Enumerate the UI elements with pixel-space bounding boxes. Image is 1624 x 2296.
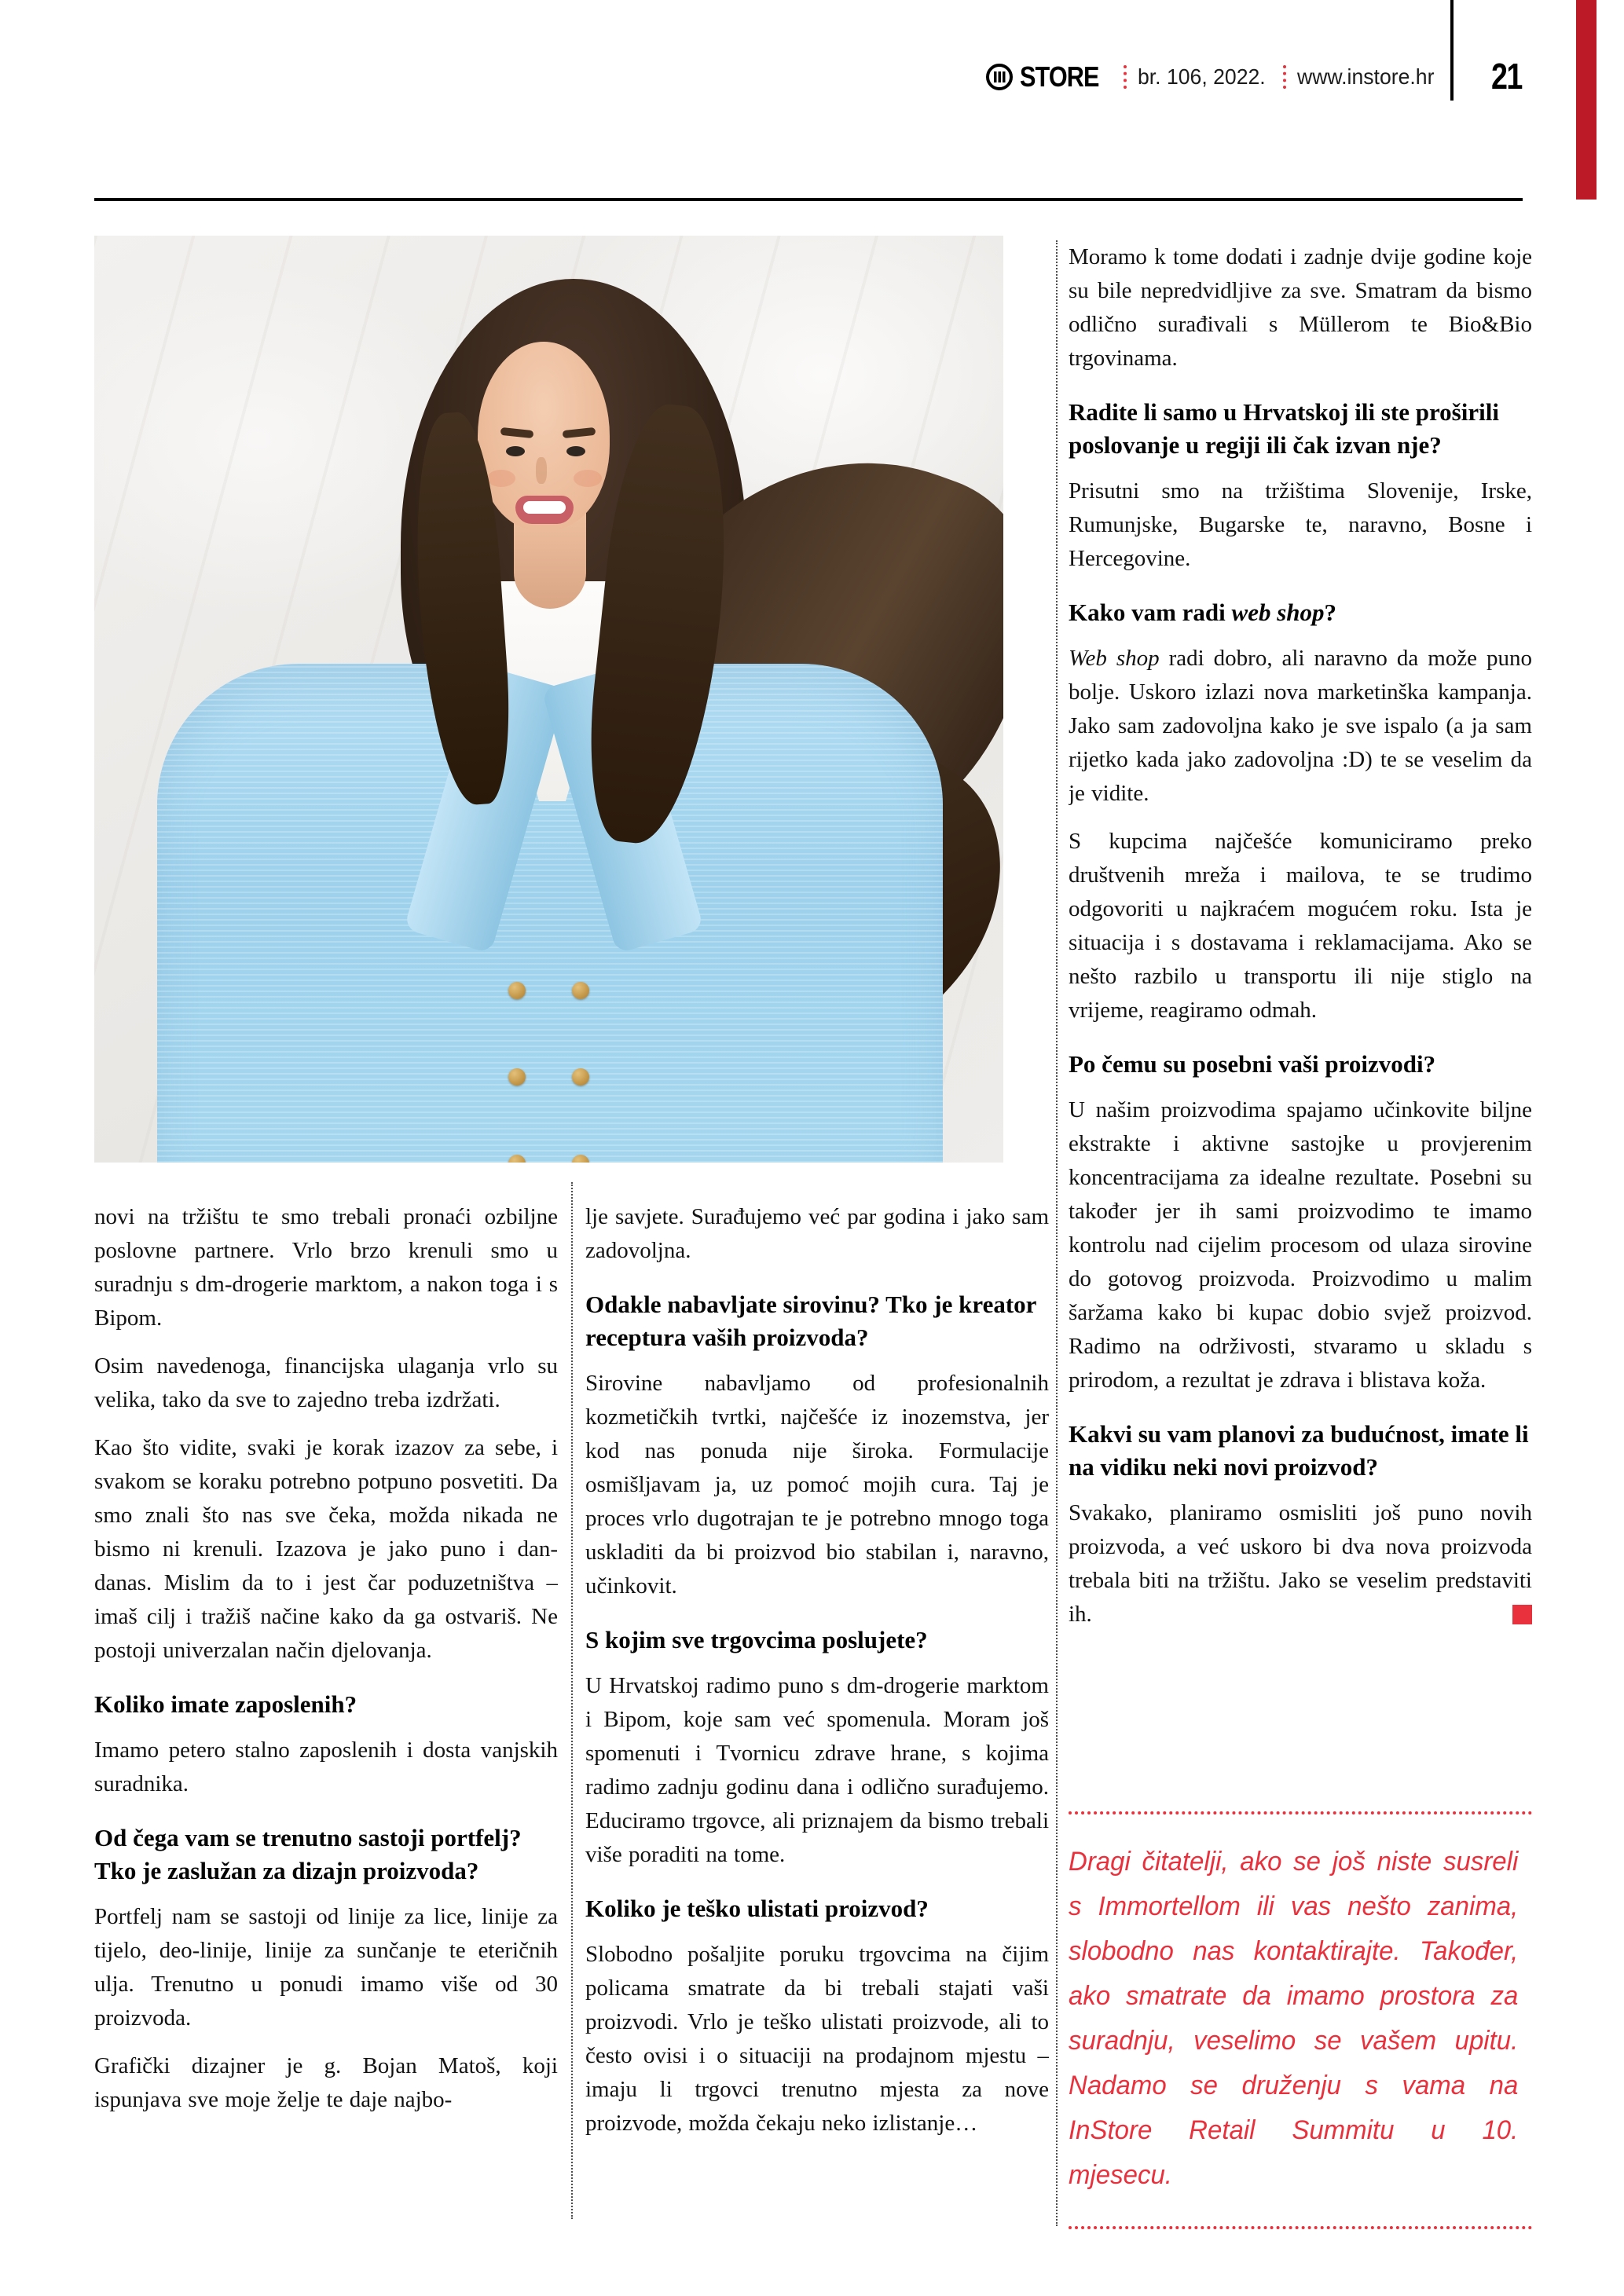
section-heading: [1069, 1418, 1532, 1484]
teeth-shape: [523, 501, 566, 514]
text-run: Koliko je teško ulistati proizvod?: [585, 1895, 929, 1922]
masthead-issue: br. 106, 2022.: [1138, 64, 1266, 89]
article-column-right: [1069, 240, 1532, 1805]
text-run: novi na tržištu te smo trebali pronaći ozbiljne poslovne partnere. Vrlo brzo krenuli smo u suradnju s dm-drogerie marktom, a nakon toga i s Bipom.: [94, 1204, 558, 1331]
article-paragraph: [1069, 825, 1532, 1027]
article-paragraph: [94, 1900, 558, 2035]
column-separator-dotted: [571, 1182, 573, 2219]
text-run: Grafički dizajner je g. Bojan Matoš, koji ispunjava sve moje želje te daje najbo-: [94, 2053, 558, 2112]
text-run: Prisutni smo na tržištima Slovenije, Irske, Rumunjske, Bugarske te, naravno, Bosne i Hercegovine.: [1069, 478, 1532, 571]
article-paragraph: [1069, 1496, 1532, 1631]
text-run: U Hrvatskoj radimo puno s dm-drogerie marktom i Bipom, koje sam već spomenula. Moram još spomenuti i Tvornicu zdrave hrane, s kojima radimo zadnju godinu dana i odlično surađujemo. Educiramo trgovce, ali priznajem da bismo trebali više poraditi na tome.: [585, 1673, 1049, 1867]
text-run: Portfelj nam se sastoji od linije za lice, linije za tijelo, deo-linije, linije za sunčanje te eteričnih ulja. Trenutno u ponudi imamo više od 30 proizvoda.: [94, 1904, 558, 2031]
masthead-logo-text: STORE: [1019, 60, 1099, 93]
section-heading: [94, 1822, 558, 1888]
text-run: U našim proizvodima spajamo učinkovite biljne ekstrakte i aktivne sastojke u provjerenim koncentracijama za idealne rezultate. Posebni su također jer ih sami proizvodimo te imamo kontrolu nad cijelim procesom od ulaza sirovine do gotovog proizvoda. Proizvodimo u malim šaržama kako bi kupac dobio svjež proizvod. Radimo na održivosti, stvaramo u skladu s prirodom, a rezultat je zdrava i blistava koža.: [1069, 1097, 1532, 1393]
italic-text-run: web shop: [1231, 599, 1325, 626]
article-paragraph: [585, 1669, 1049, 1872]
text-run: radi dobro, ali naravno da može puno bolje. Uskoro izlazi nova marketinška kampanja. Jako sam zadovoljna kako je sve ispalo (a ja sam rijetko kada jako zadovoljna :D) te se veselim da je vidite.: [1069, 646, 1532, 806]
section-heading: [585, 1892, 1049, 1925]
page-number: 21: [1491, 56, 1522, 97]
masthead-separator-dotted: [1283, 65, 1286, 89]
article-paragraph: [94, 1734, 558, 1801]
section-heading: [1069, 396, 1532, 462]
corner-red-bar: [1576, 0, 1597, 200]
article-paragraph: [1069, 240, 1532, 375]
text-run: Odakle nabavljate sirovinu? Tko je kreator receptura vaših proizvoda?: [585, 1291, 1036, 1351]
article-paragraph: [1069, 1093, 1532, 1397]
text-run: Imamo petero stalno zaposlenih i dosta vanjskih suradnika.: [94, 1738, 558, 1796]
text-run: S kupcima najčešće komuniciramo preko društvenih mreža i mailova, te se trudimo odgovoriti u najkraćem mogućem roku. Ista je situacija i s dostavama i reklamacijama. Ako se nešto razbilo u transportu ili nije stiglo na vrijeme, reagiramo odmah.: [1069, 829, 1532, 1023]
section-heading: [585, 1288, 1049, 1354]
reader-callout-box: [1069, 1811, 1532, 2229]
text-run: ?: [1324, 599, 1337, 626]
masthead-rule: [94, 198, 1523, 201]
article-paragraph: [94, 2049, 558, 2117]
cheek-shape: [487, 470, 515, 487]
cheek-shape: [574, 470, 602, 487]
masthead-vertical-divider: [1450, 0, 1454, 101]
text-run: Moramo k tome dodati i zadnje dvije godine koje su bile nepredvidljive za sve. Smatram da bismo odlično surađivali s Müllerom te Bio&Bio trgovinama.: [1069, 244, 1532, 371]
blazer-button: [572, 982, 589, 999]
section-heading: [585, 1624, 1049, 1657]
article-paragraph: [585, 1367, 1049, 1603]
article-end-mark: [1512, 1605, 1532, 1624]
article-paragraph: [1069, 474, 1532, 576]
column-separator-dotted: [1056, 240, 1058, 2226]
portrait-photo: [94, 236, 1003, 1163]
article-column-left: [94, 1200, 558, 2231]
instore-logo: [985, 60, 1113, 93]
blazer-button: [508, 1068, 526, 1086]
text-run: Svakako, planiramo osmisliti još puno novih proizvoda, a već uskoro bi dva nova proizvoda trebala biti na tržištu. Jako se veselim predstaviti ih.: [1069, 1500, 1532, 1627]
article-paragraph: [94, 1349, 558, 1417]
section-heading: [1069, 596, 1532, 629]
eye-shape: [506, 446, 525, 456]
nose-shape: [536, 457, 547, 484]
section-heading: [94, 1688, 558, 1721]
text-run: Slobodno pošaljite poruku trgovcima na čijim policama smatrate da bi trebali stajati vaši proizvodi. Vrlo je teško ulistati proizvode, ali to često ovisi i o situaciji na prodajnom mjestu – imaju li trgovci trenutno mjesta za nove proizvode, možda čekaju neko izlistanje…: [585, 1942, 1049, 2136]
italic-text-run: Web shop: [1069, 646, 1160, 671]
text-run: Po čemu su posebni vaši proizvodi?: [1069, 1050, 1436, 1078]
blazer-button: [572, 1068, 589, 1086]
text-run: lje savjete. Surađujemo već par godina i jako sam zadovoljna.: [585, 1204, 1049, 1263]
text-run: S kojim sve trgovcima poslujete?: [585, 1626, 928, 1653]
article-column-middle: [585, 1200, 1049, 2231]
text-run: Sirovine nabavljamo od profesionalnih kozmetičkih tvrtki, najčešće iz inozemstva, jer kod nas ponuda nije široka. Formulacije osmišljavam ja, uz pomoć mojih cura. Taj je proces vrlo dugotrajan te je potrebno mnogo toga uskladiti da bi proizvod bio stabilan i, naravno, učinkovit.: [585, 1371, 1049, 1598]
eye-shape: [566, 446, 585, 456]
text-run: Radite li samo u Hrvatskoj ili ste proširili poslovanje u regiji ili čak izvan nje?: [1069, 398, 1499, 459]
blazer-button: [508, 982, 526, 999]
article-paragraph: [1069, 642, 1532, 811]
text-run: Osim navedenoga, financijska ulaganja vrlo su velika, tako da sve to zajedno treba izdržati.: [94, 1353, 558, 1412]
text-run: Kao što vidite, svaki je korak izazov za sebe, i svakom se koraku potrebno potpuno posvetiti. Da smo znali što nas sve čeka, možda nikada ne bismo ni krenuli. Izazova je jako puno i dan-danas. Mislim da to i jest čar poduzetništva – imaš cilj i tražiš načine kako da ga ostvariš. Ne postoji univerzalan način djelovanja.: [94, 1435, 558, 1663]
masthead: [985, 58, 1442, 96]
masthead-separator-dotted: [1124, 65, 1127, 89]
text-run: Kakvi su vam planovi za budućnost, imate li na vidiku neki novi proizvod?: [1069, 1420, 1529, 1481]
article-paragraph: [585, 1938, 1049, 2140]
article-paragraph: [94, 1200, 558, 1335]
section-heading: [1069, 1048, 1532, 1081]
article-paragraph: [585, 1200, 1049, 1268]
masthead-website-link[interactable]: www.instore.hr: [1297, 64, 1435, 89]
text-run: Koliko imate zaposlenih?: [94, 1690, 357, 1718]
text-run: Od čega vam se trenutno sastoji portfelj? Tko je zaslužan za dizajn proizvoda?: [94, 1824, 522, 1884]
instore-circle-logo-icon: [985, 63, 1014, 91]
text-run: Kako vam radi: [1069, 599, 1232, 626]
article-paragraph: [94, 1431, 558, 1668]
callout-text: Dragi čitatelji, ako se još niste susreli s Immortellom ili vas nešto zanima, slobodno nas kontaktirajte. Također, ako smatrate da imamo prostora za suradnju, veselimo se vašem upitu. Nadamo se druženju s vama na InStore Retail Summitu u 10. mjesecu.: [1069, 1847, 1519, 2190]
